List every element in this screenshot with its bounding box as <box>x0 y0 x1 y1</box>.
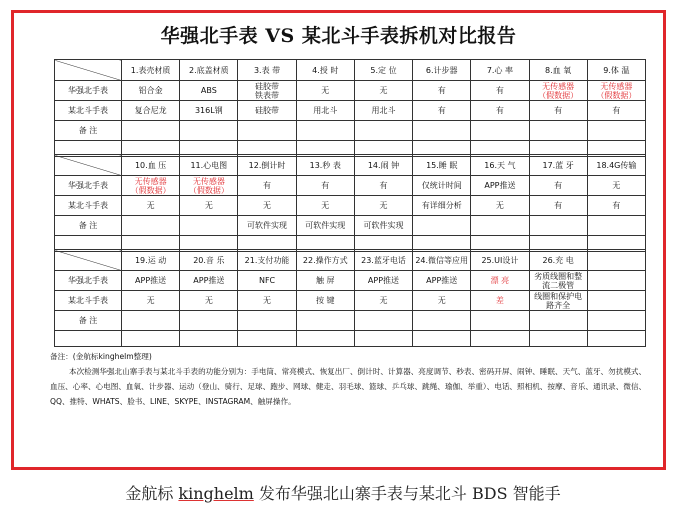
data-cell: 有 <box>354 176 412 196</box>
data-cell <box>529 121 587 141</box>
header-cell: 13.秒 表 <box>296 155 354 176</box>
bd-row <box>55 196 646 216</box>
data-cell <box>238 311 296 331</box>
spacer-cell <box>180 331 238 347</box>
data-cell <box>354 121 412 141</box>
notes-block <box>50 349 648 409</box>
corner-cell <box>55 250 122 271</box>
header-cell: 3.表 带 <box>238 60 296 81</box>
data-cell: 铝合金 <box>122 81 180 101</box>
spacer-cell <box>471 331 529 347</box>
data-cell: 线圈和保护电 路齐全 <box>529 291 587 311</box>
header-cell: 6.计步器 <box>413 60 471 81</box>
data-cell <box>587 271 645 291</box>
data-cell: 仅统计时间 <box>413 176 471 196</box>
data-cell: APP推送 <box>413 271 471 291</box>
data-cell <box>413 216 471 236</box>
data-cell: APP推送 <box>180 271 238 291</box>
data-cell <box>238 121 296 141</box>
spacer-cell <box>354 331 412 347</box>
data-cell: 无 <box>238 291 296 311</box>
header-cell: 4.授 时 <box>296 60 354 81</box>
data-cell: 漂 亮 <box>471 271 529 291</box>
data-cell <box>122 121 180 141</box>
spacer-cell <box>55 331 122 347</box>
header-cell: 22.操作方式 <box>296 250 354 271</box>
data-cell <box>471 311 529 331</box>
data-cell: 无传感器 （假数据） <box>529 81 587 101</box>
header-cell: 8.血 氧 <box>529 60 587 81</box>
data-cell: 差 <box>471 291 529 311</box>
data-cell <box>587 291 645 311</box>
header-cell: 18.4G传输 <box>587 155 645 176</box>
data-cell: 有 <box>529 101 587 121</box>
report-title: 华强北手表 VS 某北斗手表拆机对比报告 <box>160 25 517 47</box>
row-label: 华强北手表 <box>55 271 122 291</box>
data-cell: 无 <box>354 81 412 101</box>
data-cell: 无传感器 （假数据） <box>122 176 180 196</box>
notes-body: 本次检测华强北山寨手表与某北斗手表的功能分别为：手电筒、常亮模式、恢复出厂、倒计时、计算器、亮度调节、秒表、密码开屏、闹钟、睡眠、天气、蓝牙、勿扰模式、血压、心率、心电图、血氧、计步器、运动（登山、骑行、足球、跑步、网球、健走、羽毛球、篮球、乒乓球、跳绳、瑜伽、举重）、电话、照相机、按摩、音乐、通讯录、微信、QQ、推特、WHATS、脸书、LINE、SKYPE、INSTAGRAM、触屏操作。 <box>50 367 647 406</box>
header-cell: 1.表壳材质 <box>122 60 180 81</box>
data-cell <box>587 311 645 331</box>
data-cell <box>471 121 529 141</box>
table-header-row <box>55 155 646 176</box>
header-cell: 12.倒计时 <box>238 155 296 176</box>
spacer-cell <box>529 331 587 347</box>
bd-row <box>55 101 646 121</box>
report-frame <box>11 10 666 470</box>
data-cell: 无 <box>354 291 412 311</box>
header-cell: 25.UI设计 <box>471 250 529 271</box>
data-cell: 有 <box>471 81 529 101</box>
spacer-cell <box>296 331 354 347</box>
header-cell: 19.运 动 <box>122 250 180 271</box>
data-cell: 可软件实现 <box>354 216 412 236</box>
note-row <box>55 121 646 141</box>
row-label: 华强北手表 <box>55 176 122 196</box>
header-cell: 5.定 位 <box>354 60 412 81</box>
note-row <box>55 216 646 236</box>
data-cell <box>180 311 238 331</box>
caption-part-2: 发布华强北山寨手表与某北斗 BDS 智能手 <box>253 484 561 503</box>
data-cell: 可软件实现 <box>296 216 354 236</box>
data-cell: 有 <box>587 196 645 216</box>
data-cell: 用北斗 <box>354 101 412 121</box>
data-cell: 无 <box>296 196 354 216</box>
data-cell <box>180 216 238 236</box>
data-cell <box>587 121 645 141</box>
comparison-table-3 <box>54 249 646 347</box>
table-header-row <box>55 60 646 81</box>
data-cell: APP推送 <box>122 271 180 291</box>
data-cell: 有 <box>296 176 354 196</box>
data-cell: 无 <box>122 291 180 311</box>
data-cell <box>587 216 645 236</box>
data-cell: APP推送 <box>471 176 529 196</box>
comparison-table-2 <box>54 154 646 252</box>
hqb-row <box>55 271 646 291</box>
data-cell: 用北斗 <box>296 101 354 121</box>
row-label: 某北斗手表 <box>55 101 122 121</box>
data-cell: 硅胶带 <box>238 101 296 121</box>
data-cell: ABS <box>180 81 238 101</box>
header-cell: 20.音 乐 <box>180 250 238 271</box>
header-cell <box>587 250 645 271</box>
spacer-cell <box>122 331 180 347</box>
data-cell: 无传感器 （假数据） <box>180 176 238 196</box>
row-label: 备 注 <box>55 121 122 141</box>
hqb-row <box>55 176 646 196</box>
header-cell: 23.蓝牙电话 <box>354 250 412 271</box>
data-cell <box>122 311 180 331</box>
data-cell <box>529 216 587 236</box>
data-cell: 无 <box>471 196 529 216</box>
data-cell: 无传感器 （假数据） <box>587 81 645 101</box>
data-cell <box>122 216 180 236</box>
table-header-row <box>55 250 646 271</box>
header-cell: 26.充 电 <box>529 250 587 271</box>
data-cell: 无 <box>413 291 471 311</box>
data-cell <box>354 311 412 331</box>
caption-part-1: 金航标 <box>125 484 179 503</box>
data-cell: 按 键 <box>296 291 354 311</box>
bd-row <box>55 291 646 311</box>
spacer-row <box>55 331 646 347</box>
data-cell <box>471 216 529 236</box>
data-cell: 无 <box>180 291 238 311</box>
data-cell: 无 <box>122 196 180 216</box>
row-label: 某北斗手表 <box>55 291 122 311</box>
data-cell: 有 <box>529 176 587 196</box>
data-cell: 无 <box>296 81 354 101</box>
note-row <box>55 311 646 331</box>
data-cell: 可软件实现 <box>238 216 296 236</box>
data-cell: 有 <box>238 176 296 196</box>
spacer-cell <box>238 331 296 347</box>
corner-cell <box>55 60 122 81</box>
header-cell: 2.底盖材质 <box>180 60 238 81</box>
data-cell: 劣质线圈和整 流二极管 <box>529 271 587 291</box>
data-cell: 有 <box>529 196 587 216</box>
comparison-table-1 <box>54 59 646 157</box>
header-cell: 7.心 率 <box>471 60 529 81</box>
header-cell: 9.体 温 <box>587 60 645 81</box>
data-cell: 无 <box>354 196 412 216</box>
notes-heading: 备注：(金航标kinghelm整理) <box>50 352 152 361</box>
data-cell <box>529 311 587 331</box>
data-cell: 有 <box>413 101 471 121</box>
data-cell: 有 <box>413 81 471 101</box>
hqb-row <box>55 81 646 101</box>
row-label: 华强北手表 <box>55 81 122 101</box>
data-cell <box>296 311 354 331</box>
data-cell <box>413 121 471 141</box>
data-cell: 316L钢 <box>180 101 238 121</box>
header-cell: 11.心电图 <box>180 155 238 176</box>
data-cell: APP推送 <box>354 271 412 291</box>
data-cell <box>296 121 354 141</box>
data-cell: 复合尼龙 <box>122 101 180 121</box>
watermark-overlay <box>580 484 670 506</box>
data-cell: 有详细分析 <box>413 196 471 216</box>
row-label: 备 注 <box>55 216 122 236</box>
data-cell: 有 <box>471 101 529 121</box>
data-cell: NFC <box>238 271 296 291</box>
data-cell <box>413 311 471 331</box>
row-label: 备 注 <box>55 311 122 331</box>
data-cell: 有 <box>587 101 645 121</box>
spacer-cell <box>587 331 645 347</box>
header-cell: 24.微信等应用 <box>413 250 471 271</box>
row-label: 某北斗手表 <box>55 196 122 216</box>
data-cell: 无 <box>587 176 645 196</box>
header-cell: 14.闹 钟 <box>354 155 412 176</box>
spacer-cell <box>413 331 471 347</box>
corner-cell <box>55 155 122 176</box>
header-cell: 10.血 压 <box>122 155 180 176</box>
data-cell: 触 屏 <box>296 271 354 291</box>
data-cell <box>180 121 238 141</box>
data-cell: 无 <box>180 196 238 216</box>
caption-brand: kinghelm <box>178 484 254 503</box>
data-cell: 硅胶带 铁表带 <box>238 81 296 101</box>
header-cell: 15.睡 眠 <box>413 155 471 176</box>
header-cell: 21.支付功能 <box>238 250 296 271</box>
header-cell: 17.蓝 牙 <box>529 155 587 176</box>
header-cell: 16.天 气 <box>471 155 529 176</box>
data-cell: 无 <box>238 196 296 216</box>
